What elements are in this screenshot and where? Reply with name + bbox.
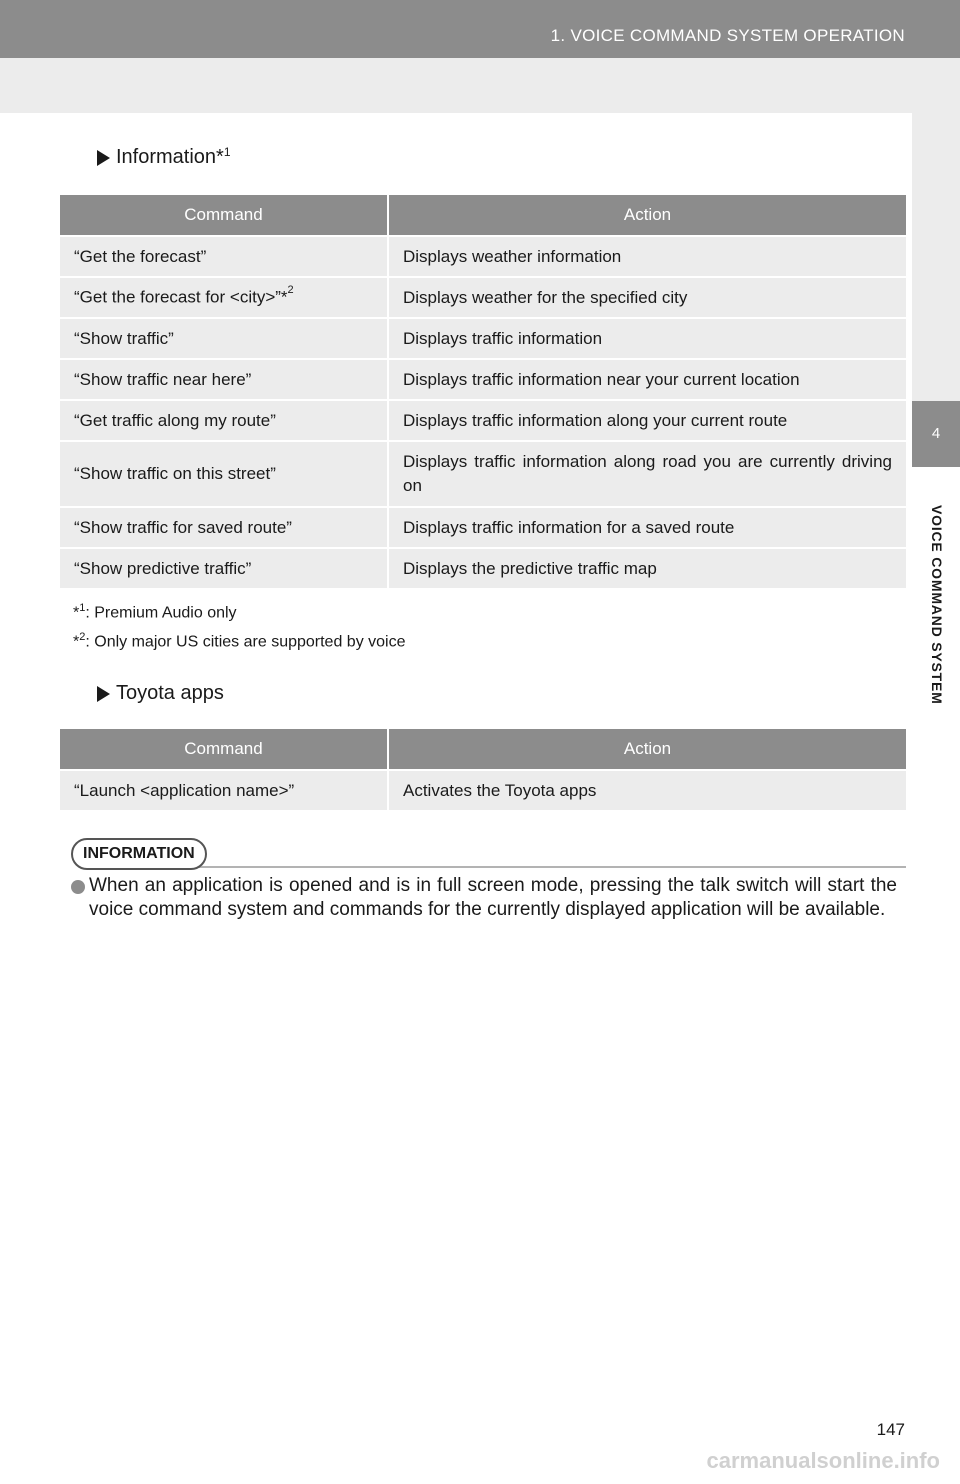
command-cell bbox=[60, 547, 389, 588]
command-cell bbox=[60, 506, 389, 547]
column-header-action: Action bbox=[389, 729, 906, 769]
action-cell: Displays traffic information along road you are currently driving on bbox=[389, 440, 906, 506]
bullet-icon bbox=[71, 880, 85, 894]
footnote-mark: * bbox=[73, 633, 80, 651]
footnote-text: : Only major US cities are supported by voice bbox=[85, 633, 406, 651]
header-bar bbox=[0, 0, 960, 58]
footnote-sup: 1 bbox=[79, 602, 86, 614]
command-text: “Show traffic for saved route” bbox=[74, 517, 292, 537]
information-text: When an application is opened and is in full screen mode, pressing the talk switch will start the voice command system and commands for the currently displayed application will be available. bbox=[89, 875, 897, 920]
command-cell bbox=[60, 399, 389, 440]
table-row bbox=[60, 276, 906, 317]
command-cell bbox=[60, 235, 389, 276]
table-row bbox=[60, 358, 906, 399]
command-text: “Show traffic” bbox=[74, 328, 174, 348]
column-header-action: Action bbox=[389, 195, 906, 235]
footnote bbox=[73, 596, 406, 625]
action-cell: Displays the predictive traffic map bbox=[389, 547, 906, 588]
command-sup: 2 bbox=[287, 284, 294, 297]
action-cell: Displays weather information bbox=[389, 235, 906, 276]
action-cell: Activates the Toyota apps bbox=[389, 769, 906, 810]
header-title: 1. VOICE COMMAND SYSTEM OPERATION bbox=[550, 26, 905, 45]
footnote bbox=[73, 625, 406, 654]
command-cell bbox=[60, 276, 389, 317]
command-text: “Show traffic on this street” bbox=[74, 464, 276, 483]
action-cell: Displays traffic information bbox=[389, 317, 906, 358]
command-cell bbox=[60, 769, 389, 810]
command-text: “Get traffic along my route” bbox=[74, 410, 276, 430]
footnote-sup: 2 bbox=[79, 631, 86, 644]
section-title: Toyota apps bbox=[116, 682, 224, 704]
section-title-sup: 1 bbox=[223, 144, 231, 159]
table-row bbox=[60, 440, 906, 506]
information-badge: INFORMATION bbox=[71, 838, 207, 870]
chapter-label bbox=[922, 470, 952, 740]
command-cell bbox=[60, 358, 389, 399]
command-cell bbox=[60, 317, 389, 358]
chapter-number-tab[interactable]: 4 bbox=[912, 401, 960, 467]
chapter-label-text: VOICE COMMAND SYSTEM bbox=[929, 505, 945, 705]
column-header-command: Command bbox=[60, 729, 389, 769]
footnotes bbox=[73, 596, 406, 655]
column-header-command: Command bbox=[60, 195, 389, 235]
table-row bbox=[60, 399, 906, 440]
action-cell: Displays weather for the specified city bbox=[389, 276, 906, 317]
footnote-mark: * bbox=[73, 604, 80, 622]
table-header-row bbox=[60, 729, 906, 769]
information-divider bbox=[80, 866, 906, 868]
table-row bbox=[60, 506, 906, 547]
action-cell: Displays traffic information along your current route bbox=[389, 399, 906, 440]
information-command-table bbox=[60, 195, 906, 588]
command-text: “Get the forecast” bbox=[74, 246, 207, 266]
section-title: Information* bbox=[116, 146, 224, 168]
table-row bbox=[60, 547, 906, 588]
section-heading-toyota-apps bbox=[97, 682, 224, 705]
watermark: carmanualsonline.info bbox=[706, 1448, 940, 1473]
table-row bbox=[60, 317, 906, 358]
header-band bbox=[0, 58, 960, 113]
triangle-right-icon bbox=[97, 686, 110, 702]
command-text: “Launch <application name>” bbox=[74, 780, 295, 800]
table-row bbox=[60, 235, 906, 276]
side-tab-top bbox=[912, 113, 960, 401]
toyota-apps-command-table bbox=[60, 729, 906, 810]
section-heading-information bbox=[97, 146, 231, 169]
footnote-text: : Premium Audio only bbox=[85, 604, 237, 622]
command-text: “Show predictive traffic” bbox=[74, 558, 252, 578]
triangle-right-icon bbox=[97, 150, 110, 166]
table-header-row bbox=[60, 195, 906, 235]
command-text: “Get the forecast for <city>”* bbox=[74, 287, 288, 307]
action-cell: Displays traffic information near your current location bbox=[389, 358, 906, 399]
command-text: “Show traffic near here” bbox=[74, 369, 252, 389]
command-cell bbox=[60, 440, 389, 506]
page-number: 147 bbox=[876, 1420, 905, 1439]
table-row bbox=[60, 769, 906, 810]
action-cell: Displays traffic information for a saved route bbox=[389, 506, 906, 547]
